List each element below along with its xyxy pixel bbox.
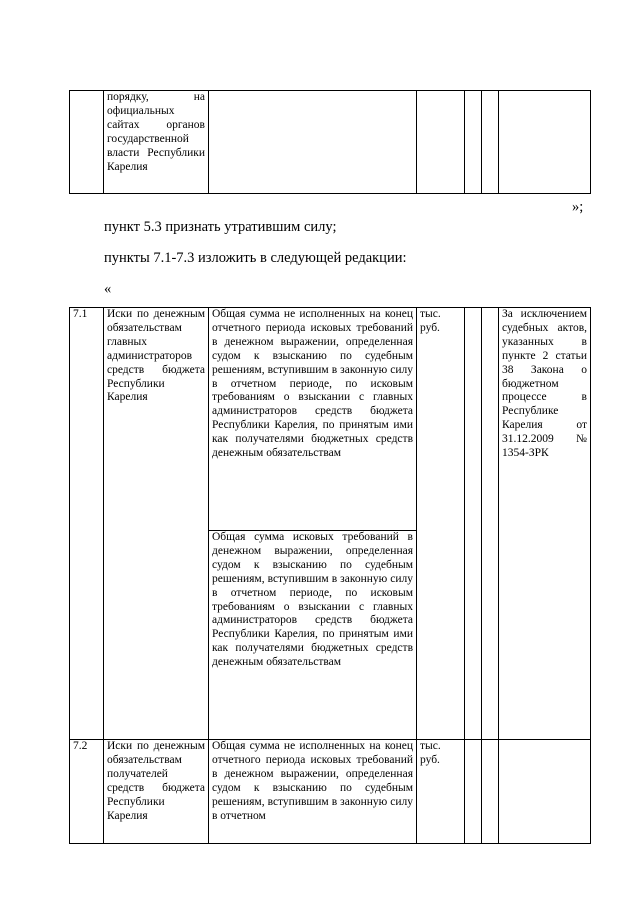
row-empty-cell-1 [465,740,482,844]
row-note [499,740,591,844]
paragraph-5-3: пункт 5.3 признать утратившим силу; [104,219,337,235]
row-number: 7.2 [70,740,104,844]
table-row [70,308,591,740]
top-empty-cell-2 [482,91,499,194]
row-description: Общая сумма не исполненных на конец отчетного периода исковых требований в денежном выражении, определенная судом к взысканию по судебным решениям, вступившим в законную силу в отчетном [209,740,417,844]
top-table-row [70,91,591,194]
row-unit: тыс. руб. [417,308,465,740]
top-desc-cell [209,91,417,194]
closing-quote: »; [572,199,584,215]
row-empty-cell-1 [465,308,482,740]
top-empty-cell-1 [465,91,482,194]
description-part-2: Общая сумма исковых требований в денежном выражении, определенная судом к взысканию по судебным решениям, вступившим в законную силу в отчетном периоде, по исковым требованиям о взыскании с главных администраторов средств бюджета Республики Карелия, по принятым ими как получателями бюджетных средств денежным обязательствам [212,531,413,669]
row-unit: тыс. руб. [417,740,465,844]
top-unit-cell [417,91,465,194]
paragraph-7-1-7-3: пункты 7.1-7.3 изложить в следующей редакции: [104,250,407,266]
description-part-1: Общая сумма не исполненных на конец отчетного периода исковых требований в денежном выражении, определенная судом к взысканию по судебным решениям, вступившим в законную силу в отчетном периоде, по исковым требованиям о взыскании с главных администраторов средств бюджета Республики Карелия, по принятым ими как получателями бюджетных средств денежным обязательствам [209,308,416,531]
row-description-cell [209,308,417,740]
row-name: Иски по денежным обязательствам получателей средств бюджета Республики Карелия [104,740,209,844]
row-name: Иски по денежным обязательствам главных администраторов средств бюджета Республики Карелия [104,308,209,740]
indicators-table [69,307,591,844]
top-table [69,90,591,194]
row-number: 7.1 [70,308,104,740]
top-name-cell: порядку, на официальных сайтах органов государственной власти Республики Карелия [104,91,209,194]
row-note: За исключением судебных актов, указанных в пункте 2 статьи 38 Закона о бюджетном процессе в Республике Карелия от 31.12.2009 № 1354-ЗРК [499,308,591,740]
table-row [70,740,591,844]
row-empty-cell-2 [482,740,499,844]
opening-quote: « [104,281,112,297]
row-empty-cell-2 [482,308,499,740]
top-note-cell [499,91,591,194]
top-num-cell [70,91,104,194]
